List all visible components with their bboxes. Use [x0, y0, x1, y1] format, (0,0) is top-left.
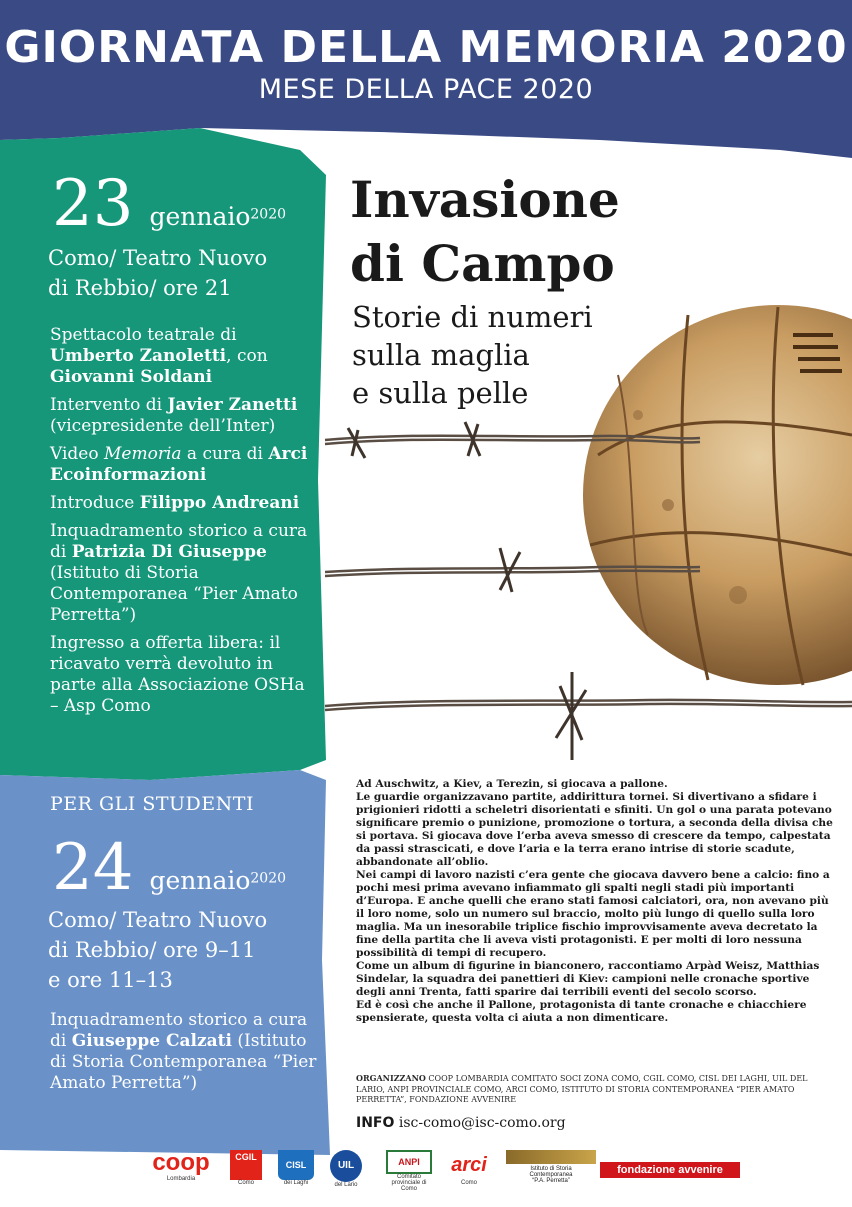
event1-month: gennaio: [149, 202, 251, 231]
story-paragraph: Ad Auschwitz, a Kiev, a Terezin, si giocava a pallone.: [356, 778, 668, 790]
coop-logo: coop Lombardia: [152, 1149, 210, 1182]
event2-program: [50, 1010, 318, 1101]
event1-venue-line2: di Rebbio/ ore 21: [48, 276, 232, 300]
program-item: Inquadramento storico a cura di Giuseppe Calzati (Istituto di Storia Contemporanea “Pier Amato Perretta”): [50, 1010, 317, 1093]
sponsor-logos: [150, 1150, 840, 1195]
fondazione-avvenire-logo: fondazione avvenire: [600, 1162, 740, 1207]
story-paragraph: Nei campi di lavoro nazisti c’era gente che giocava davvero bene a calcio: fino a pochi mesi prima avevano infiammato gli spalti negli stadi più importanti d’Europa. E anche quelli che erano stati famosi calciatori, ora, non avevano più il loro nome, solo un numero sul braccio, molto più lungo di quello sulla loro maglia. Ma un inesorabile triplice fischio improvvisamente aveva decretato la fine della partita che li aveva visti protagonisti. E per molti di loro nessuna possibilità di tempi di recupero.: [356, 869, 830, 959]
header-title: GIORNATA DELLA MEMORIA 2020: [4, 22, 848, 73]
event2-venue-line1: Como/ Teatro Nuovo: [48, 908, 268, 932]
cisl-logo: CISL dei Laghi: [278, 1150, 314, 1195]
program-item: Intervento di Javier Zanetti (vicepresidente dell’Inter): [50, 395, 298, 436]
program-item: Video Memoria a cura di Arci Ecoinformazioni: [50, 444, 308, 485]
info-label: INFO: [356, 1115, 395, 1131]
students-heading: PER GLI STUDENTI: [50, 793, 254, 815]
show-title-line1: Invasione: [350, 170, 620, 229]
event2-venue-line3: e ore 11–13: [48, 968, 173, 992]
story-text: [356, 778, 834, 1025]
arci-logo: arci Como: [451, 1154, 487, 1186]
event1-year: 2020: [250, 206, 287, 223]
show-title-line2: di Campo: [350, 234, 615, 293]
story-paragraph: Le guardie organizzavano partite, addirittura tornei. Si divertivano a sfidare i prigionieri ridotti a scheletri disorientati e sfiniti. Un gol o una parata potevano significare premio o punizione, promozione o tortura, a seconda della divisa che si portava. Si giocava dove l’erba aveva smesso di crescere da tempo, calpestata da passi strascicati, e dove l’aria e la terra erano intrise di storie scadute, abbandonate all’oblio.: [356, 791, 833, 868]
program-item: Introduce Filippo Andreani: [50, 493, 300, 513]
event2-venue: [48, 905, 267, 995]
story-paragraph: Ed è così che anche il Pallone, protagonista di tante cronache e chiacchiere spensierate, questa volta ci aiuta a non dimenticare.: [356, 999, 807, 1024]
uil-logo: UIL del Lario: [328, 1150, 364, 1195]
organizers-label: ORGANIZZANO: [356, 1073, 426, 1083]
organizers-list: COOP LOMBARDIA COMITATO SOCI ZONA COMO, CGIL COMO, CISL DEI LAGHI, UIL DEL LARIO, ANPI PROVINCIALE COMO, ARCI COMO, ISTITUTO DI STORIA CONTEMPORANEA “PIER AMATO PERRETTA”, FONDAZIONE AVVENIRE: [356, 1074, 808, 1104]
isc-logo: Istituto di Storia Contemporanea “P.A. Perretta”: [506, 1150, 596, 1195]
story-paragraph: Come un album di figurine in bianconero, raccontiamo Arpàd Weisz, Matthias Sindelar, la squadra dei panettieri di Kiev: campioni nelle cronache sportive degli anni Trenta, fatti sparire dai terribili eventi del secolo scorso.: [356, 960, 820, 998]
event1-venue-line1: Como/ Teatro Nuovo: [48, 246, 268, 270]
show-subtitle-line1: Storie di numeri: [352, 300, 593, 334]
header-subtitle: MESE DELLA PACE 2020: [258, 74, 594, 105]
event2-month: gennaio: [149, 866, 251, 895]
event2-venue-line2: di Rebbio/ ore 9–11: [48, 938, 256, 962]
show-subtitle-line3: e sulla pelle: [352, 376, 529, 410]
organizers: [356, 1073, 834, 1106]
program-item: Ingresso a offerta libera: il ricavato verrà devoluto in parte alla Associazione OSHa – Asp Como: [50, 633, 305, 716]
event2-day: 24: [52, 831, 134, 905]
event2-year: 2020: [250, 870, 287, 887]
event1-day: 23: [52, 167, 134, 241]
anpi-logo: ANPI Comitato provinciale di Como: [386, 1150, 432, 1195]
show-subtitle-line2: sulla maglia: [352, 338, 530, 372]
program-item: Spettacolo teatrale di Umberto Zanoletti, con Giovanni Soldani: [50, 325, 268, 387]
cgil-logo: CGIL Como: [230, 1150, 262, 1195]
info-email-link[interactable]: isc-como@isc-como.org: [398, 1115, 566, 1131]
info-line: [356, 1115, 566, 1131]
program-item: Inquadramento storico a cura di Patrizia Di Giuseppe (Istituto di Storia Contemporanea “Pier Amato Perretta”): [50, 521, 308, 625]
event2-date: [52, 831, 287, 905]
